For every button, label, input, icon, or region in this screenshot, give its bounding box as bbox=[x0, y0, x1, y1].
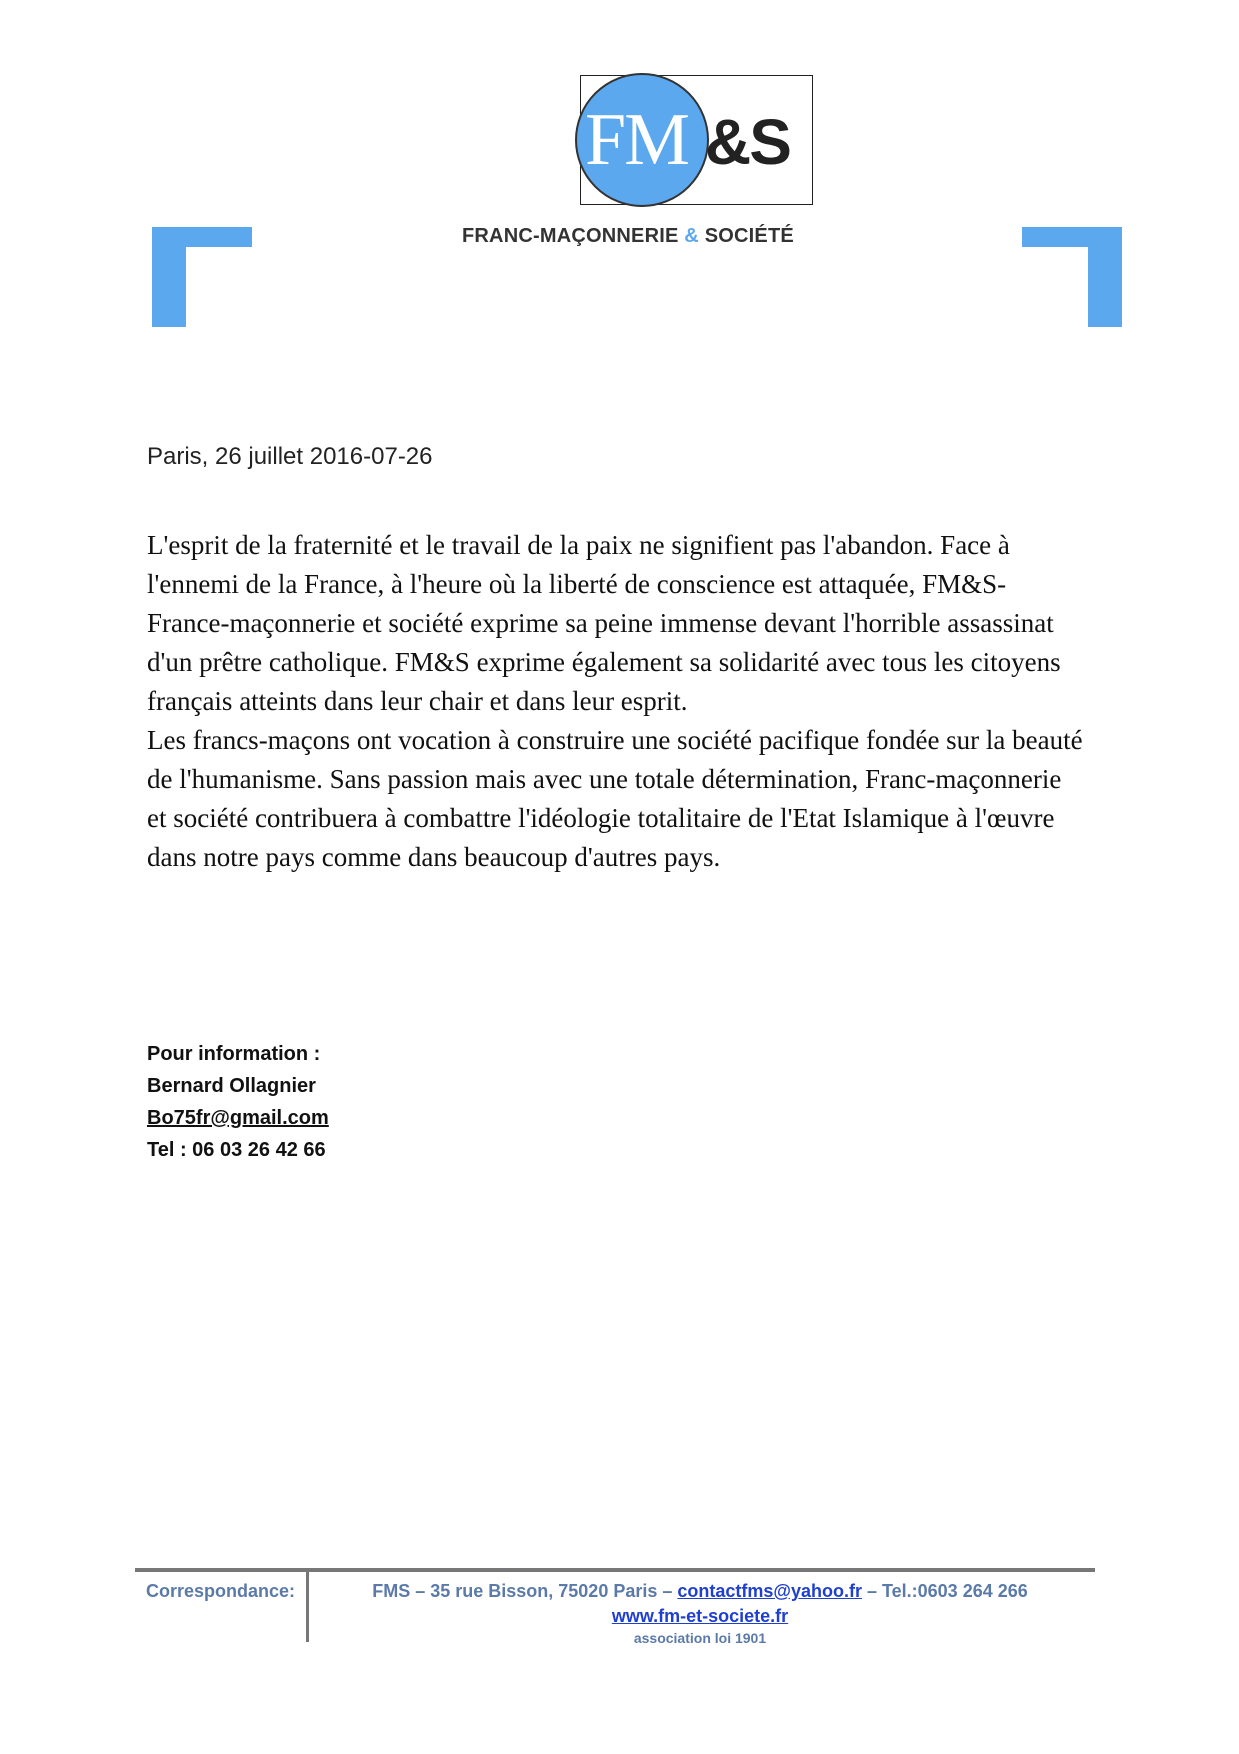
contact-block bbox=[147, 1038, 547, 1166]
footer-divider bbox=[135, 1568, 1095, 1572]
caption-right: SOCIÉTÉ bbox=[704, 225, 794, 247]
footer-tel: – Tel.:0603 264 266 bbox=[861, 1581, 1028, 1601]
paragraph-1: L'esprit de la fraternité et le travail de la paix ne signifient pas l'abandon. Face à l'ennemi de la France, à l'heure où la liberté de conscience est attaquée, FM&S-France-maçonnerie et société exprime sa peine immense devant l'horrible assassinat d'un prêtre catholique. FM&S exprime également sa solidarité avec tous les citoyens français atteints dans leur chair et dans leur esprit. bbox=[147, 530, 1061, 716]
letter-date: Paris, 26 juillet 2016-07-26 bbox=[147, 443, 433, 470]
contact-heading: Pour information : bbox=[147, 1043, 321, 1065]
footer-email-link[interactable]: contactfms@yahoo.fr bbox=[677, 1581, 862, 1601]
footer-vertical-divider bbox=[306, 1572, 309, 1642]
footer-label: Correspondance: bbox=[146, 1581, 296, 1601]
caption-left: FRANC-MAÇONNERIE bbox=[462, 225, 679, 247]
footer-note: association loi 1901 bbox=[633, 1630, 767, 1646]
contact-email-link[interactable]: Bo75fr@gmail.com bbox=[147, 1107, 329, 1129]
footer-address: FMS – 35 rue Bisson, 75020 Paris – bbox=[372, 1581, 678, 1601]
letter-body bbox=[147, 526, 1087, 877]
footer-details bbox=[320, 1578, 1080, 1648]
logo-caption bbox=[462, 222, 822, 250]
contact-name: Bernard Ollagnier bbox=[147, 1075, 316, 1097]
caption-amp: & bbox=[684, 225, 699, 247]
contact-phone: Tel : 06 03 26 42 66 bbox=[147, 1139, 326, 1161]
paragraph-2: Les francs-maçons ont vocation à construire une société pacifique fondée sur la beauté de l'humanisme. Sans passion mais avec une totale détermination, Franc-maçonnerie et société contribuera à combattre l'idéologie totalitaire de l'Etat Islamique à l'œuvre dans notre pays comme dans beaucoup d'autres pays. bbox=[147, 725, 1083, 872]
logo-amps-text: &S bbox=[705, 106, 790, 178]
footer-website-link[interactable]: www.fm-et-societe.fr bbox=[611, 1606, 789, 1626]
logo-fm-text: FM bbox=[585, 99, 688, 181]
